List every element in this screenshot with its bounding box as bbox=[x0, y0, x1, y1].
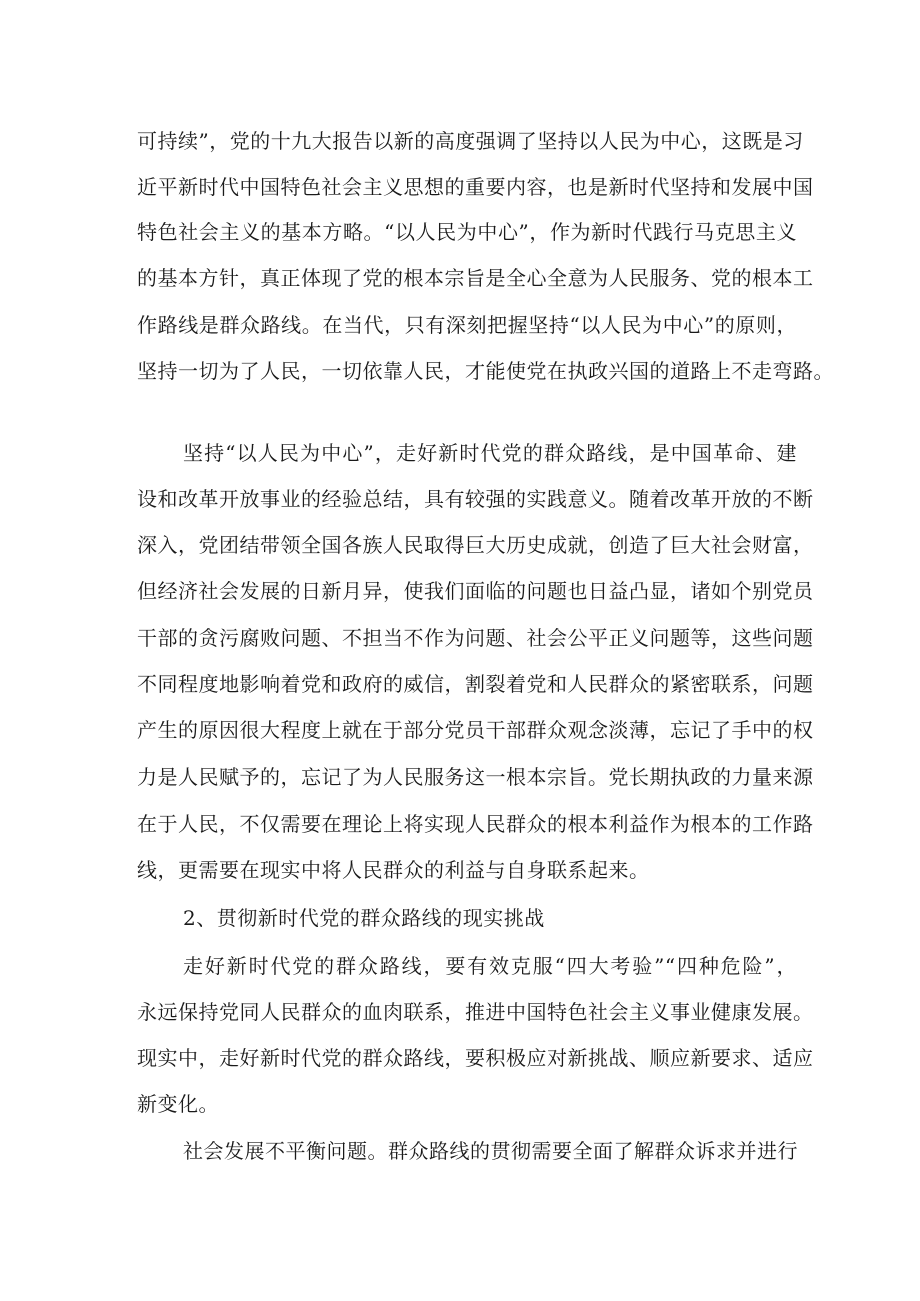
text-line: 作路线是群众路线。在当代，只有深刻把握坚持“以人民为中心”的原则， bbox=[137, 313, 797, 337]
text-line: 特色社会主义的基本方略。“以人民为中心”，作为新时代践行马克思主义 bbox=[137, 220, 797, 244]
text-line: 新变化。 bbox=[137, 1092, 219, 1116]
text-line: 干部的贪污腐败问题、不担当不作为问题、社会公平正义问题等，这些问题 bbox=[137, 626, 814, 650]
text-line: 的基本方针，真正体现了党的根本宗旨是全心全意为人民服务、党的根本工 bbox=[137, 266, 814, 290]
section-heading: 2、贯彻新时代党的群众路线的现实挑战 bbox=[183, 906, 545, 930]
text-line: 力是人民赋予的，忘记了为人民服务这一根本宗旨。党长期执政的力量来源 bbox=[137, 765, 814, 789]
text-line: 走好新时代党的群众路线，要有效克服“四大考验”“四种危险”， bbox=[183, 954, 797, 978]
text-line: 深入，党团结带领全国各族人民取得巨大历史成就，创造了巨大社会财富， bbox=[137, 533, 814, 557]
text-line: 可持续”，党的十九大报告以新的高度强调了坚持以人民为中心，这既是习 bbox=[137, 129, 804, 153]
text-line: 近平新时代中国特色社会主义思想的重要内容，也是新时代坚持和发展中国 bbox=[137, 175, 814, 199]
text-line: 不同程度地影响着党和政府的威信，割裂着党和人民群众的紧密联系，问题 bbox=[137, 672, 814, 696]
text-line: 现实中，走好新时代党的群众路线，要积极应对新挑战、顺应新要求、适应 bbox=[137, 1046, 814, 1070]
text-line: 社会发展不平衡问题。群众路线的贯彻需要全面了解群众诉求并进行 bbox=[183, 1139, 798, 1163]
text-line: 但经济社会发展的日新月异，使我们面临的问题也日益凸显，诸如个别党员 bbox=[137, 579, 814, 603]
text-line: 永远保持党同人民群众的血肉联系，推进中国特色社会主义事业健康发展。 bbox=[137, 1000, 814, 1024]
text-line: 坚持“以人民为中心”，走好新时代党的群众路线，是中国革命、建 bbox=[183, 441, 797, 465]
text-line: 在于人民，不仅需要在理论上将实现人民群众的根本利益作为根本的工作路 bbox=[137, 812, 814, 836]
text-line: 产生的原因很大程度上就在于部分党员干部群众观念淡薄，忘记了手中的权 bbox=[137, 718, 814, 742]
text-line: 线，更需要在现实中将人民群众的利益与自身联系起来。 bbox=[137, 858, 650, 882]
text-line: 设和改革开放事业的经验总结，具有较强的实践意义。随着改革开放的不断 bbox=[137, 487, 814, 511]
text-line: 坚持一切为了人民，一切依靠人民，才能使党在执政兴国的道路上不走弯路。 bbox=[137, 359, 834, 383]
